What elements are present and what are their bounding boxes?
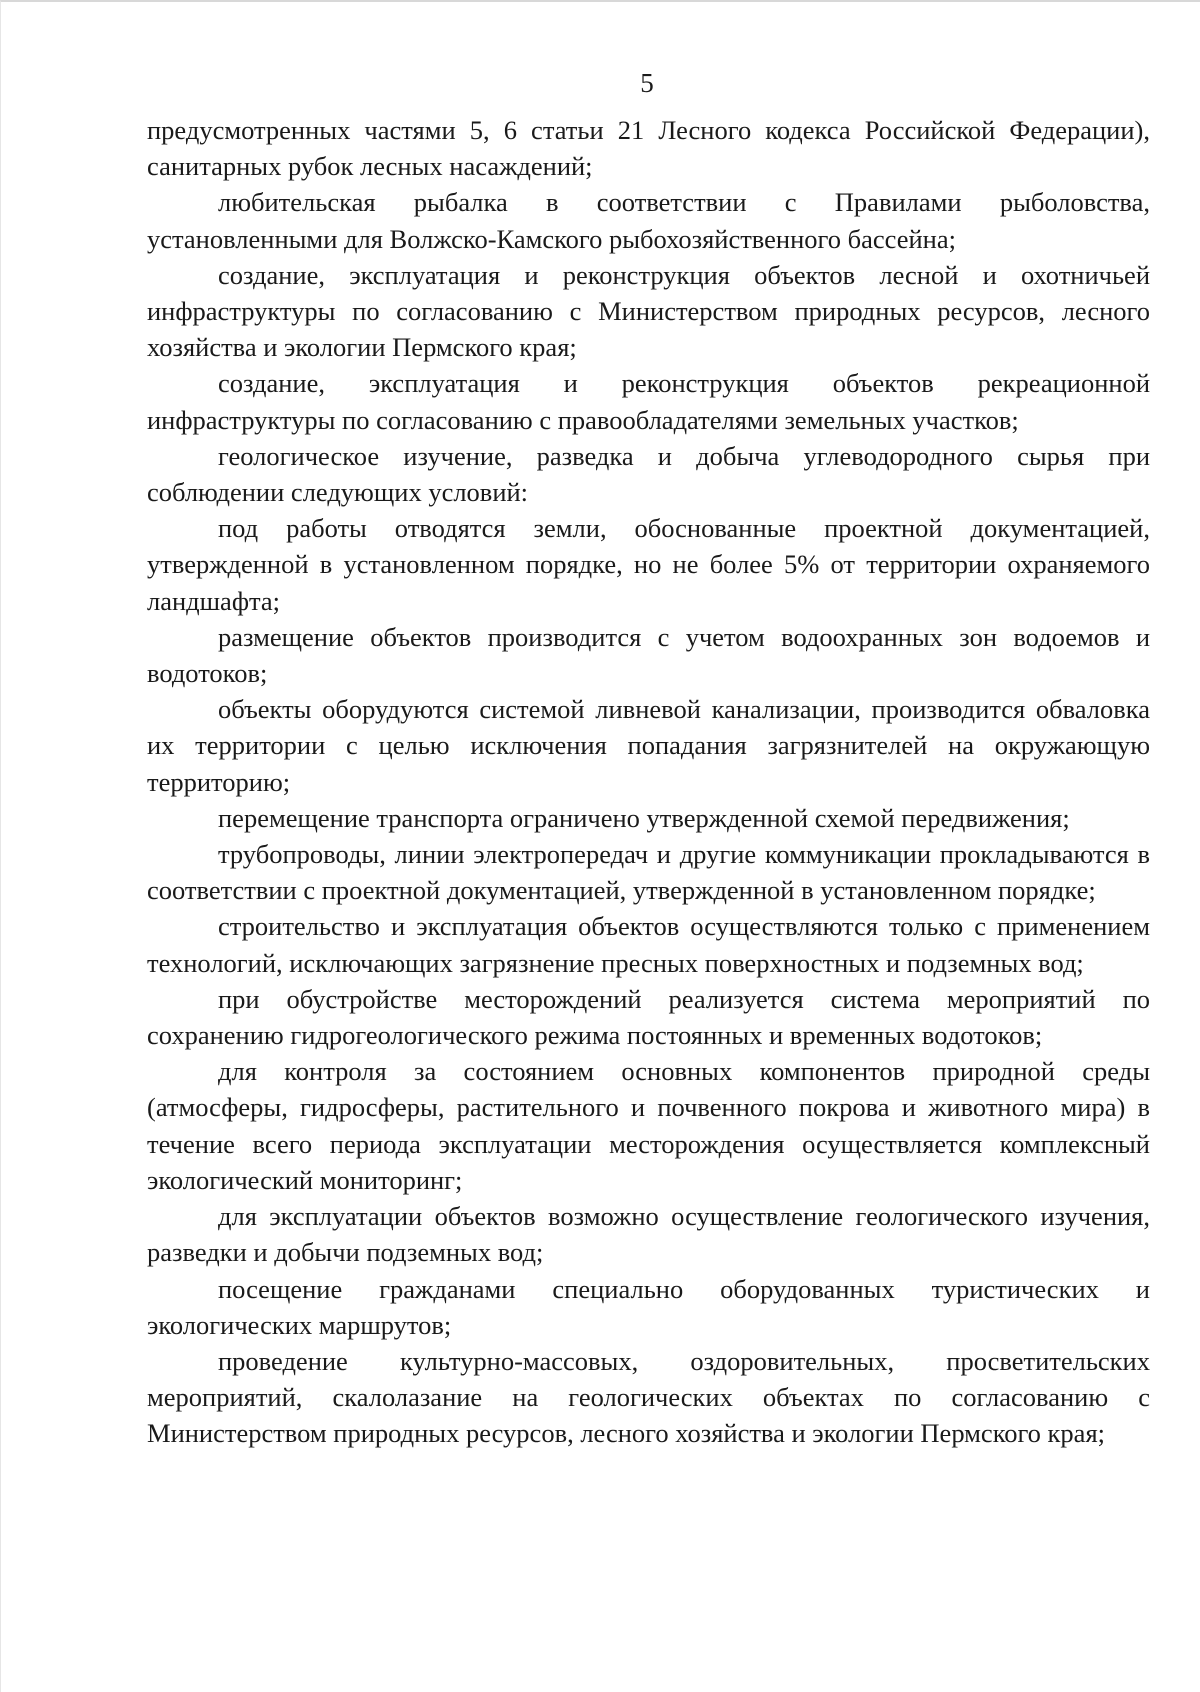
paragraph: размещение объектов производится с учетом водоохранных зон водоемов и водотоков; [147,621,1150,689]
paragraph: перемещение транспорта ограничено утвержденной схемой передвижения; [218,802,1070,833]
page-number: 5 [640,68,654,98]
paragraph: создание, эксплуатация и реконструкция объектов лесной и охотничьей инфраструктуры по согласованию с Министерством природных ресурсов, лесного хозяйства и экологии Пермского края; [147,259,1150,363]
paragraph: строительство и эксплуатация объектов осуществляются только с применением технологий, исключающих загрязнение пресных поверхностных и подземных вод; [147,911,1150,978]
paragraph: под работы отводятся земли, обоснованные проектной документацией, утвержденной в установленном порядке, но не более 5% от территории охраняемого ландшафта; [147,513,1150,616]
paragraph: геологическое изучение, разведка и добыча углеводородного сырья при соблюдении следующих условий: [147,440,1150,508]
paragraph: трубопроводы, линии электропередач и другие коммуникации прокладываются в соответствии с проектной документацией, утвержденной в установленном порядке; [147,839,1150,906]
paragraph: любительская рыбалка в соответствии с Правилами рыболовства, установленными для Волжско-Камского рыбохозяйственного бассейна; [147,187,1150,254]
paragraph: создание, эксплуатация и реконструкция объектов рекреационной инфраструктуры по согласованию с правообладателями земельных участков; [147,368,1150,435]
paragraph: при обустройстве месторождений реализуется система мероприятий по сохранению гидрогеологического режима постоянных и временных водотоков; [147,983,1150,1051]
paragraph: посещение гражданами специально оборудованных туристических и экологических маршрутов; [147,1273,1150,1340]
paragraph: для контроля за состоянием основных компонентов природной среды (атмосферы, гидросферы, растительного и почвенного покрова и животного мира) в течение всего периода эксплуатации месторождения осуществляется комплексный экологический мониторинг; [147,1056,1150,1195]
document-body [147,112,1150,1452]
paragraph: объекты оборудуются системой ливневой канализации, производится обваловка их территории с целью исключения попадания загрязнителей на окружающую территорию; [147,694,1150,797]
paragraph: предусмотренных частями 5, 6 статьи 21 Лесного кодекса Российской Федерации), санитарных рубок лесных насаждений; [147,115,1150,182]
paragraph: для эксплуатации объектов возможно осуществление геологического изучения, разведки и добычи подземных вод; [147,1201,1150,1268]
paragraph: проведение культурно-массовых, оздоровительных, просветительских мероприятий, скалолазание на геологических объектах по согласованию с Министерством природных ресурсов, лесного хозяйства и экологии Пермского края; [147,1345,1150,1449]
